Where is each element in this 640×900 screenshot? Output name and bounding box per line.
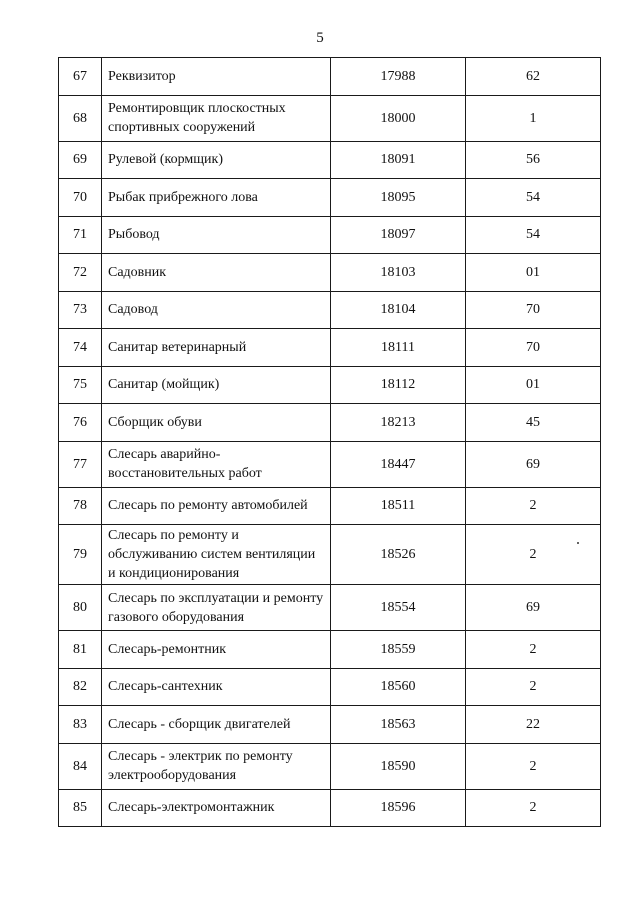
count-value: 69 <box>466 585 601 631</box>
count-value: 2 <box>466 525 601 585</box>
profession-name: Санитар ветеринарный <box>102 329 331 367</box>
count-value: 01 <box>466 366 601 404</box>
count-value: 62 <box>466 58 601 96</box>
row-number: 73 <box>59 291 102 329</box>
count-value: 56 <box>466 141 601 179</box>
profession-code: 18097 <box>331 216 466 254</box>
count-value: 2 <box>466 743 601 789</box>
scan-speck <box>577 542 579 544</box>
profession-name: Слесарь-ремонтник <box>102 631 331 669</box>
row-number: 68 <box>59 95 102 141</box>
count-value: 45 <box>466 404 601 442</box>
profession-code: 18103 <box>331 254 466 292</box>
row-number: 67 <box>59 58 102 96</box>
row-number: 85 <box>59 789 102 827</box>
row-number: 81 <box>59 631 102 669</box>
profession-name: Ремонтировщик плоскостных спортивных сооружений <box>102 95 331 141</box>
table-row <box>59 441 601 487</box>
row-number: 70 <box>59 179 102 217</box>
profession-name: Реквизитор <box>102 58 331 96</box>
profession-code: 18563 <box>331 706 466 744</box>
table-row <box>59 585 601 631</box>
profession-code: 18104 <box>331 291 466 329</box>
count-value: 2 <box>466 789 601 827</box>
table-row <box>59 254 601 292</box>
table-row <box>59 366 601 404</box>
count-value: 2 <box>466 668 601 706</box>
profession-code: 18526 <box>331 525 466 585</box>
count-value: 69 <box>466 441 601 487</box>
profession-code: 17988 <box>331 58 466 96</box>
table-row <box>59 631 601 669</box>
table-row <box>59 141 601 179</box>
profession-name: Санитар (мойщик) <box>102 366 331 404</box>
count-value: 70 <box>466 329 601 367</box>
count-value: 2 <box>466 487 601 525</box>
profession-name: Слесарь-сантехник <box>102 668 331 706</box>
table-row <box>59 291 601 329</box>
profession-name: Слесарь по ремонту автомобилей <box>102 487 331 525</box>
profession-code: 18559 <box>331 631 466 669</box>
table-row <box>59 487 601 525</box>
table-row <box>59 95 601 141</box>
profession-name: Садовод <box>102 291 331 329</box>
table-row <box>59 58 601 96</box>
table-row <box>59 525 601 585</box>
row-number: 75 <box>59 366 102 404</box>
table-row <box>59 668 601 706</box>
table-row <box>59 789 601 827</box>
profession-code: 18213 <box>331 404 466 442</box>
row-number: 77 <box>59 441 102 487</box>
profession-name: Слесарь по эксплуатации и ремонту газового оборудования <box>102 585 331 631</box>
table-row <box>59 179 601 217</box>
table-row <box>59 329 601 367</box>
profession-name: Сборщик обуви <box>102 404 331 442</box>
profession-name: Слесарь аварийно-восстановительных работ <box>102 441 331 487</box>
count-value: 70 <box>466 291 601 329</box>
profession-name: Садовник <box>102 254 331 292</box>
profession-code: 18596 <box>331 789 466 827</box>
profession-code: 18590 <box>331 743 466 789</box>
row-number: 69 <box>59 141 102 179</box>
row-number: 80 <box>59 585 102 631</box>
count-value: 54 <box>466 179 601 217</box>
row-number: 74 <box>59 329 102 367</box>
profession-code: 18560 <box>331 668 466 706</box>
row-number: 83 <box>59 706 102 744</box>
table-row <box>59 743 601 789</box>
profession-code: 18000 <box>331 95 466 141</box>
table-row <box>59 706 601 744</box>
profession-name: Слесарь - сборщик двигателей <box>102 706 331 744</box>
profession-code: 18111 <box>331 329 466 367</box>
profession-name: Рыбак прибрежного лова <box>102 179 331 217</box>
row-number: 84 <box>59 743 102 789</box>
page-number: 5 <box>316 30 324 46</box>
table-row <box>59 216 601 254</box>
count-value: 1 <box>466 95 601 141</box>
table-row <box>59 404 601 442</box>
profession-code: 18511 <box>331 487 466 525</box>
row-number: 82 <box>59 668 102 706</box>
professions-table <box>58 57 601 827</box>
row-number: 79 <box>59 525 102 585</box>
count-value: 22 <box>466 706 601 744</box>
count-value: 01 <box>466 254 601 292</box>
profession-code: 18112 <box>331 366 466 404</box>
profession-code: 18095 <box>331 179 466 217</box>
row-number: 76 <box>59 404 102 442</box>
profession-name: Рыбовод <box>102 216 331 254</box>
profession-code: 18554 <box>331 585 466 631</box>
profession-name: Рулевой (кормщик) <box>102 141 331 179</box>
profession-code: 18091 <box>331 141 466 179</box>
profession-code: 18447 <box>331 441 466 487</box>
count-value: 54 <box>466 216 601 254</box>
count-value: 2 <box>466 631 601 669</box>
profession-name: Слесарь - электрик по ремонту электрооборудования <box>102 743 331 789</box>
row-number: 72 <box>59 254 102 292</box>
row-number: 78 <box>59 487 102 525</box>
row-number: 71 <box>59 216 102 254</box>
profession-name: Слесарь-электромонтажник <box>102 789 331 827</box>
profession-name: Слесарь по ремонту и обслуживанию систем вентиляции и кондиционирования <box>102 525 331 585</box>
